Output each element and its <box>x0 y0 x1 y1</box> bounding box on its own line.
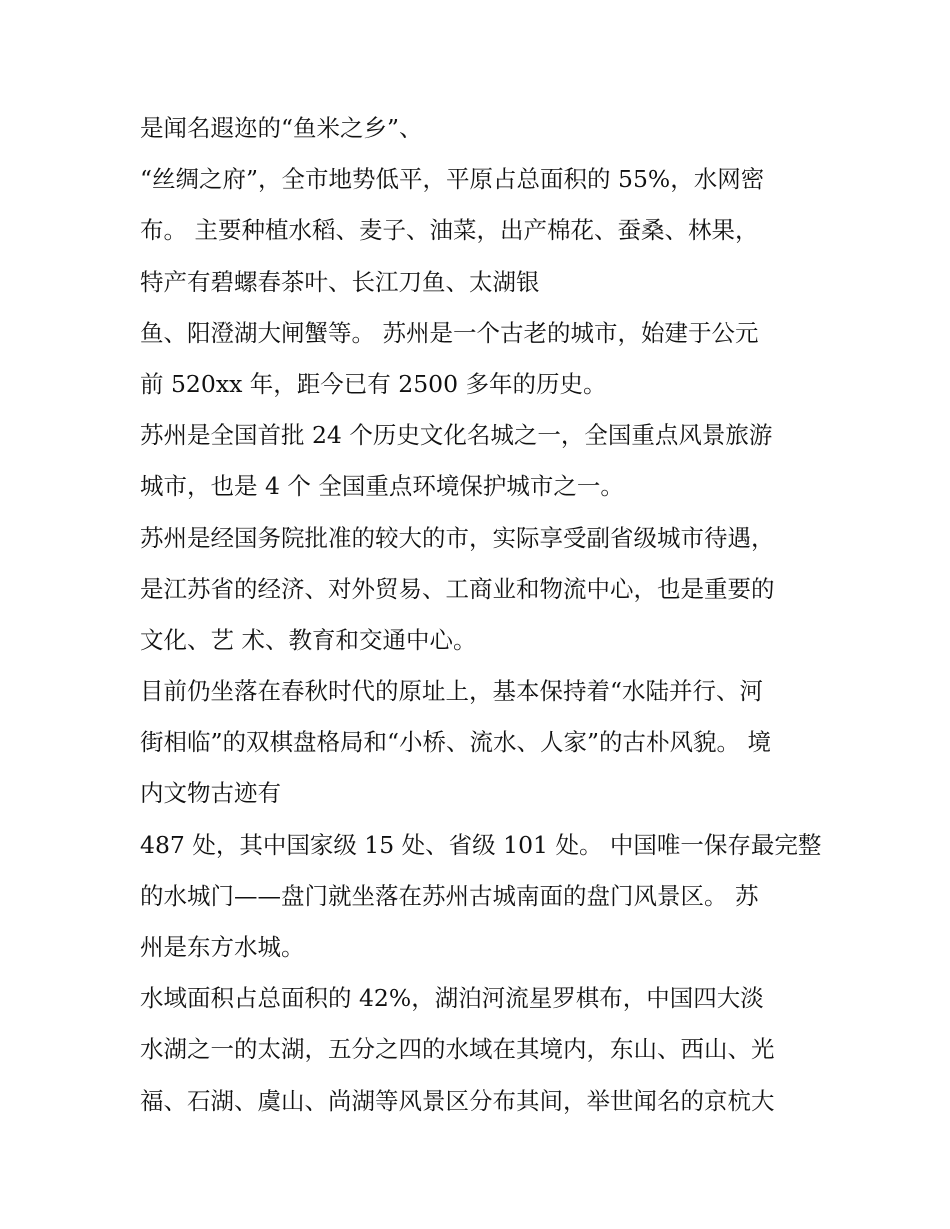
text-line: 文化、艺 术、教育和交通中心。 <box>140 625 477 654</box>
text-line: 内文物古迹有 <box>140 779 281 808</box>
text-line: 是江苏省的经济、对外贸易、工商业和物流中心，也是重要的 <box>140 574 775 603</box>
text-line: 苏州是经国务院批准的较大的市，实际享受副省级城市待遇， <box>140 523 775 552</box>
text-line: 的水城门——盘门就坐落在苏州古城南面的盘门风景区。 苏 <box>140 881 759 910</box>
text-line: 鱼、阳澄湖大闸蟹等。 苏州是一个古老的城市，始建于公元 <box>140 318 759 347</box>
text-line: 目前仍坐落在春秋时代的原址上，基本保持着“水陆并行、河 <box>140 677 764 706</box>
text-line: 布。 主要种植水稻、麦子、油菜，出产棉花、蚕桑、林果， <box>140 216 759 245</box>
text-line: 街相临”的双棋盘格局和“小桥、流水、人家”的古朴风貌。 境 <box>140 728 772 757</box>
text-line: 是闻名遐迩的“鱼米之乡”、 <box>140 114 423 142</box>
text-line: 水湖之一的太湖，五分之四的水域在其境内，东山、西山、光 <box>140 1035 775 1064</box>
text-line: 水域面积占总面积的 42%，湖泊河流星罗棋布，中国四大淡 <box>140 984 764 1013</box>
text-line: 苏州是全国首批 24 个历史文化名城之一，全国重点风景旅游 <box>140 421 773 450</box>
text-line: 特产有碧螺春茶叶、长江刀鱼、太湖银 <box>140 267 540 296</box>
text-line: 前 520xx 年，距今已有 2500 多年的历史。 <box>140 369 607 398</box>
text-line: “丝绸之府”，全市地势低平，平原占总面积的 55%，水网密 <box>140 165 765 194</box>
text-line: 州是东方水城。 <box>140 933 305 961</box>
text-line: 487 处，其中国家级 15 处、省级 101 处。 中国唯一保存最完整 <box>140 830 822 859</box>
text-line: 城市，也是 4 个 全国重点环境保护城市之一。 <box>140 472 624 501</box>
text-line: 福、石湖、虞山、尚湖等风景区分布其间，举世闻名的京杭大 <box>140 1086 775 1115</box>
body-text <box>140 108 840 1132</box>
